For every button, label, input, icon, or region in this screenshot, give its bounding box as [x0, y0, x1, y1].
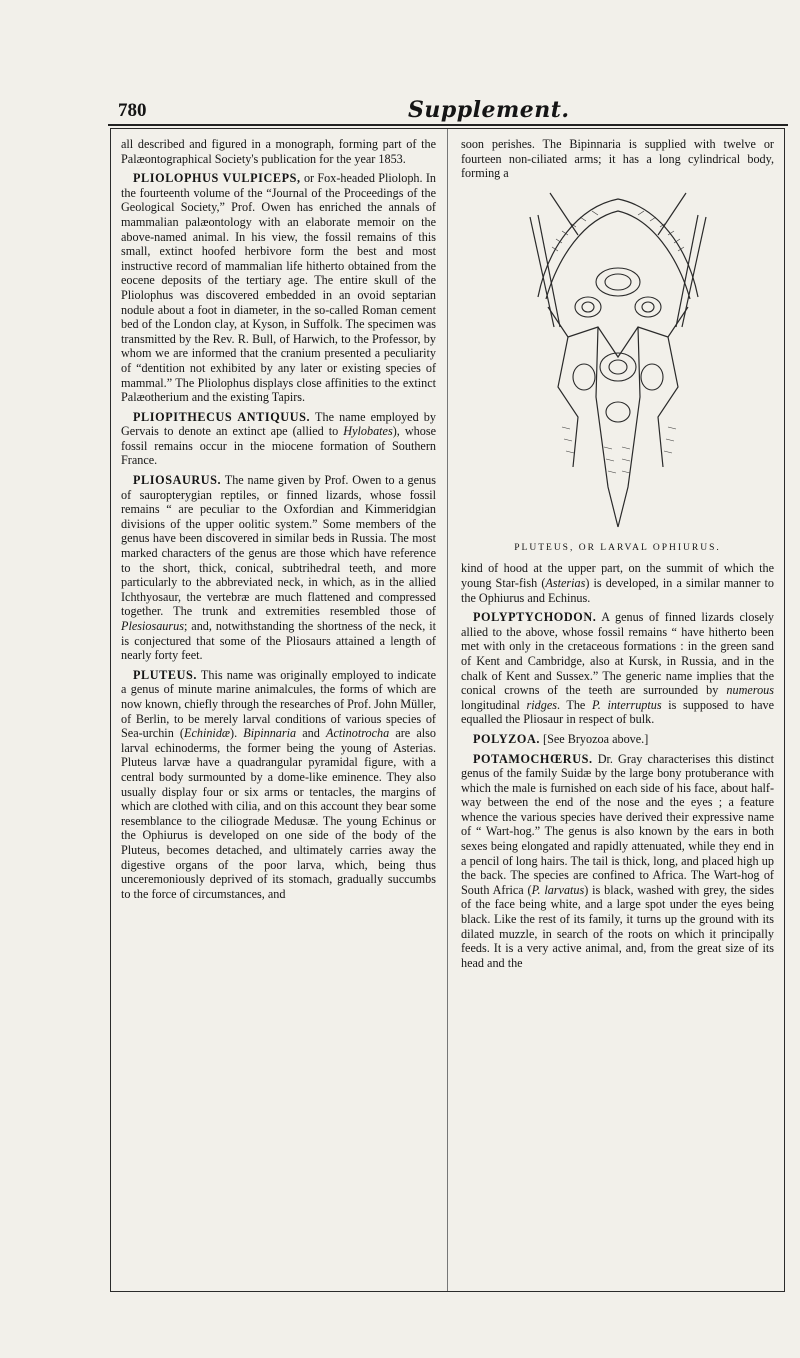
pluteus-engraving-icon [518, 187, 718, 537]
italic-taxon: Hylobates [343, 424, 393, 439]
entry-text: or Fox-headed Plioloph. In the fourteenth volume of the “Journal of the Proceedings of the Geological Society,” Prof. Owen has enriched the annals of mammalian palæontology with an elaborate memoir on the above-named animal. In his view, the fossil remains of this small, extinct hoofed herbivore form the best and most instructive record of mammalian life hitherto obtained from the eocene deposits of the tertiary age. The entire skull of the Pliolophus was discovered embedded in an ovoid septarian nodule about a foot in diameter, in the so-called Roman cement bed of the London clay, at Kyson, in Suffolk. The specimen was transmitted by the Rev. R. Bull, of Harwich, to the Professor, by whom we are informed that the cranium presented a peculiarity of “dentition not exhibited by any later or existing species of mammal.” The Pliolophus displays close affinities to the extinct Palæotherium and the existing Tapirs. [121, 171, 436, 405]
right-column [461, 137, 774, 975]
entry-polyzoa [461, 732, 774, 747]
italic-taxon: P. interruptus [591, 697, 662, 712]
entry-term: POLYZOA. [473, 731, 540, 746]
entry-term: POTAMOCHŒRUS. [473, 751, 593, 766]
entry-text: ). [230, 726, 244, 741]
italic-taxon: Actinotrocha [326, 726, 390, 741]
entry-text: kind of hood at the upper part, on the summit of which the young Star-fish ( [461, 561, 774, 590]
italic-word: ridges [526, 697, 557, 712]
entry-term: POLYPTYCHODON. [473, 610, 597, 625]
italic-taxon: Asterias [545, 575, 586, 590]
entry-pluteus [121, 668, 436, 902]
entry-term: PLIOLOPHUS VULPICEPS, [133, 171, 301, 186]
paragraph-after-figure [461, 561, 774, 605]
running-title: Supplement. [408, 97, 570, 123]
entry-text: are also larval echinoderms, the former being the young of Asterias. Pluteus larvæ have a quadrangular pyramidal figure, with a central body surmounted by a dome-like eminence. They also usually display four or six arms or tentacles, the margins of which are clothed with cilia, and on this account they bear some resemblance to the ciliograde Medusæ. The young Echinus or the Ophiurus is developed on one side of the body of the Pluteus, becomes detached, and ultimately carries away the digestive organs of the poor larva, which, being thus unceremoniously deprived of its stomach, gradually succumbs to the force of circumstances, and [121, 726, 436, 901]
entry-polyptychodon [461, 610, 774, 727]
entry-text: ) is developed, in a similar manner to the Ophiurus and Echinus. [461, 575, 774, 605]
entry-text: is supposed to have equalled the Pliosaur in respect of bulk. [461, 697, 774, 727]
figure-caption: PLUTEUS, OR LARVAL OPHIURUS. [514, 542, 721, 553]
entry-text: ), whose fossil remains occur in the miocene formation of Southern France. [121, 424, 436, 468]
italic-taxon: Echinidæ [184, 726, 231, 741]
italic-taxon: Bipinnaria [243, 726, 297, 741]
entry-term: PLUTEUS. [133, 667, 198, 682]
entry-text: A genus of finned lizards closely allied to the above, whose fossil remains “ have hitherto been met with only in the cretaceous formations : in the green sand of Kent and Cambridge, also at Kursk, in Russia, and in the chalk of Kent and Sussex.” The generic name implies that the conical crowns of the teeth are surrounded by [461, 610, 774, 698]
italic-taxon: P. larvatus [531, 882, 585, 897]
entry-text: The name employed by Gervais to denote an extinct ape (allied to [121, 409, 436, 439]
entry-pliolophus [121, 171, 436, 405]
entry-text: The name given by Prof. Owen to a genus of sauropterygian reptiles, or finned lizards, whose fossil remains “ are peculiar to the Oxfordian and Kimmeridgian divisions of the upper oolitic system.” Some members of the genus have been discovered in similar beds in Russia. The most marked characters of the genus are those which have reference to the short, thick, conical, subtrihedral teeth, and more particularly to the abbreviated neck, in which, as in the allied Ichthyosaur, the vertebræ are much flattened and compressed together. The trunk and extremities resembled those of [121, 473, 436, 619]
entry-text: longitudinal [461, 697, 527, 712]
entry-text: [See Bryozoa above.] [540, 731, 649, 746]
entry-text: ) is black, washed with grey, the sides of the face being white, and a large spot under the eyes being black. Like the rest of its family, it turns up the ground with its dilated muzzle, in search of the roots on which it principally feeds. It is a very active animal, and, from the great size of its head and the [461, 882, 774, 970]
italic-word: numerous [726, 683, 774, 698]
paragraph-intro: all described and figured in a monograph, forming part of the Palæontographical Society's publication for the year 1853. [121, 137, 436, 166]
entry-text: and [296, 726, 327, 741]
entry-term: PLIOPITHECUS ANTIQUUS. [133, 409, 311, 424]
column-divider [447, 129, 448, 1291]
entry-text: ; and, notwithstanding the shortness of the neck, it is conjectured that some of the Pliosaurs attained a length of nearly forty feet. [121, 619, 436, 663]
entry-potamochoerus [461, 752, 774, 971]
page-header [108, 98, 788, 126]
text-frame [110, 128, 785, 1292]
entry-pliosaurus [121, 473, 436, 663]
entry-term: PLIOSAURUS. [133, 473, 222, 488]
page-number: 780 [118, 100, 147, 121]
entry-text: This name was originally employed to indicate a genus of minute marine animalcules, the forms of which are now known, chiefly through the researches of Prof. John Müller, of Berlin, to be merely larval conditions of various species of Sea-urchin ( [121, 667, 436, 741]
pluteus-illustration [461, 187, 774, 537]
paragraph-continued: soon perishes. The Bipinnaria is supplied with twelve or fourteen non-ciliated arms; it has a long cylindrical body, forming a [461, 137, 774, 181]
entry-text: . The [556, 697, 592, 712]
left-column [121, 137, 436, 906]
entry-pliopithecus [121, 410, 436, 468]
italic-taxon: Plesiosaurus [121, 619, 184, 633]
entry-text: Dr. Gray characterises this distinct genus of the family Suidæ by the large bony protuberance with which the male is furnished on each side of his face, about half-way between the end of the nose and the eyes ; a feature whence the various species have derived their expressive name of “ Wart-hog.” The genus is also known by the ears in both sexes being elongated and rapidly attenuated, while they end in a pencil of long hairs. The tail is thick, long, and placed high up the back. The species are confined to Africa. The Wart-hog of South Africa ( [461, 751, 774, 897]
